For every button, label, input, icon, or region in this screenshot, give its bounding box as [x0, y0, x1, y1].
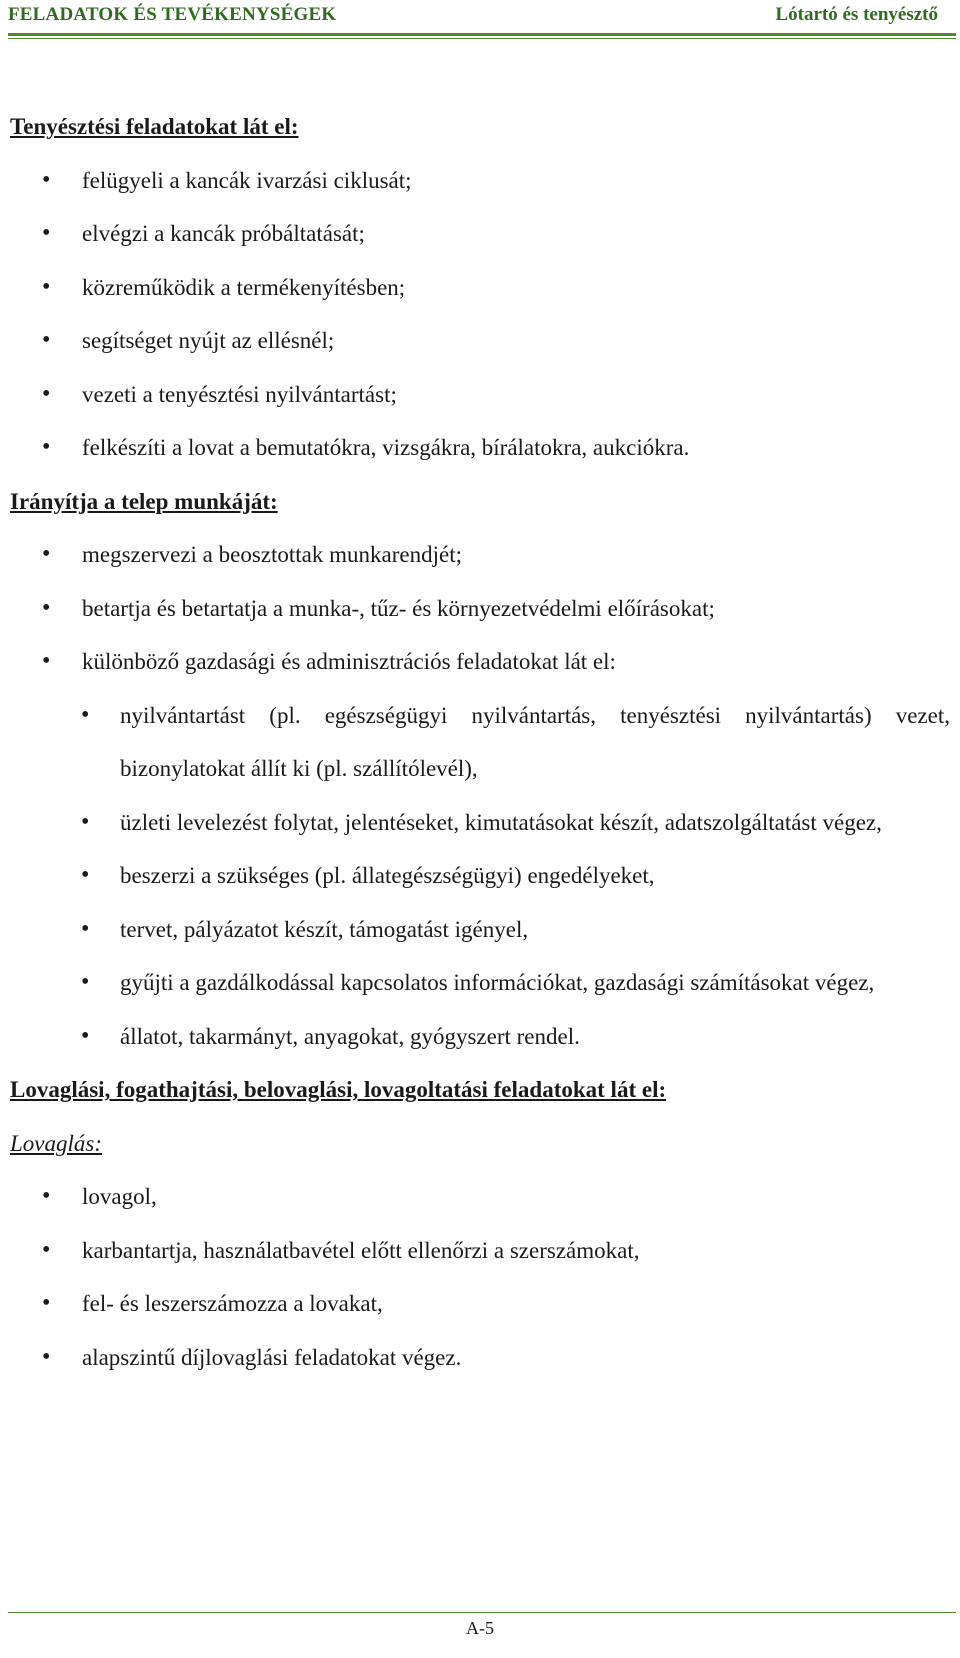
list-item: • különböző gazdasági és adminisztrációs feladatokat lát el:: [10, 635, 950, 689]
management-heading: Irányítja a telep munkáját:: [10, 488, 278, 514]
list-item: • vezeti a tenyésztési nyilvántartást;: [10, 368, 950, 422]
list-item: • karbantartja, használatbavétel előtt ellenőrzi a szerszámokat,: [10, 1224, 950, 1278]
list-item: • elvégzi a kancák próbáltatását;: [10, 207, 950, 261]
list-item: • felügyeli a kancák ivarzási ciklusát;: [10, 154, 950, 208]
sub-list-item: • üzleti levelezést folytat, jelentéseket, kimutatásokat készít, adatszolgáltatást végez,: [10, 796, 950, 850]
list-item: • felkészíti a lovat a bemutatókra, vizsgákra, bírálatokra, aukciókra.: [10, 421, 950, 475]
sub-list-item: • tervet, pályázatot készít, támogatást igényel,: [10, 903, 950, 957]
footer-divider: [8, 1612, 956, 1613]
sub-list-item: • nyilvántartást (pl. egészségügyi nyilvántartás, tenyésztési nyilvántartás) vezet, bizonylatokat állít ki (pl. szállítólevél),: [10, 689, 950, 796]
list-item: • lovagol,: [10, 1170, 950, 1224]
page-number: A-5: [466, 1618, 494, 1638]
header-document-title: Lótartó és tenyésztő: [775, 4, 938, 25]
admin-sublist: [10, 689, 950, 1064]
page-header: [0, 0, 960, 38]
list-item: • fel- és leszerszámozza a lovakat,: [10, 1277, 950, 1331]
sub-list-item: • gyűjti a gazdálkodással kapcsolatos információkat, gazdasági számításokat végez,: [10, 956, 950, 1010]
riding-heading: Lovaglási, fogathajtási, belovaglási, lovagoltatási feladatokat lát el:: [10, 1077, 667, 1102]
list-item: • alapszintű díjlovaglási feladatokat végez.: [10, 1331, 950, 1385]
riding-subheading: Lovaglás:: [10, 1130, 102, 1156]
header-divider-thin: [8, 38, 956, 39]
management-list: [10, 528, 950, 689]
header-section-title: FELADATOK ÉS TEVÉKENYSÉGEK: [8, 4, 337, 25]
document-body: [10, 100, 950, 1384]
sub-list-item: • állatot, takarmányt, anyagokat, gyógyszert rendel.: [10, 1010, 950, 1064]
breeding-heading: Tenyésztési feladatokat lát el:: [10, 114, 299, 139]
list-item: • segítséget nyújt az ellésnél;: [10, 314, 950, 368]
riding-list: [10, 1170, 950, 1384]
sub-list-item: • beszerzi a szükséges (pl. állategészségügyi) engedélyeket,: [10, 849, 950, 903]
header-divider: [8, 33, 956, 36]
list-item: • közreműködik a termékenyítésben;: [10, 261, 950, 315]
breeding-list: [10, 154, 950, 475]
list-item: • betartja és betartatja a munka-, tűz- és környezetvédelmi előírásokat;: [10, 582, 950, 636]
list-item: • megszervezi a beosztottak munkarendjét;: [10, 528, 950, 582]
